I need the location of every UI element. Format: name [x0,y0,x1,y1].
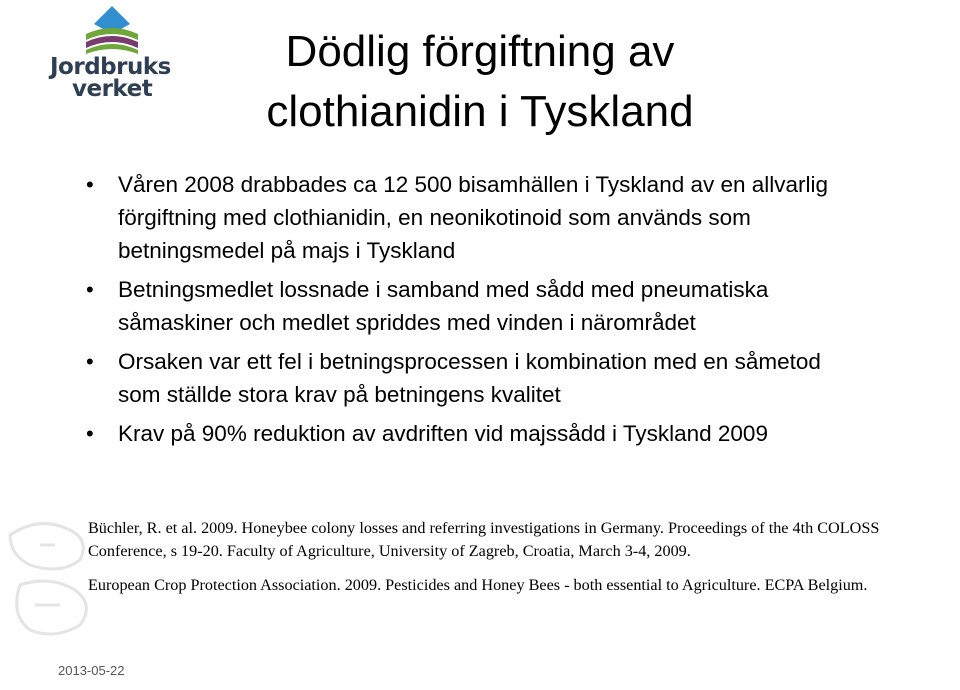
bullet-dot-icon: • [86,421,94,446]
bullet-dot-icon: • [86,277,94,302]
jordbruksverket-logo [46,4,176,104]
logo-emblem-icon [46,4,176,60]
title-line-1: Dödlig förgiftning av [285,27,675,76]
logo-line-1: Jordbruks [50,54,171,80]
bullet-text: Krav på 90% reduktion av avdriften vid majssådd i Tyskland 2009 [118,421,768,446]
bullet-text: Våren 2008 drabbades ca 12 500 bisamhällen i Tyskland av en allvarlig förgiftning med clothianidin, en neonikotinoid som används som betningsmedel på majs i Tyskland [118,172,829,263]
bullet-item [80,168,850,267]
references [88,517,888,609]
reference-item: European Crop Protection Association. 2009. Pesticides and Honey Bees - both essential to Agriculture. ECPA Belgium. [88,576,868,594]
bullet-dot-icon: • [86,349,94,374]
title-line-2: clothianidin i Tyskland [266,87,694,136]
bullet-item [80,273,850,339]
bullet-text: Betningsmedlet lossnade i samband med sådd med pneumatiska såmaskiner och medlet spriddes med vinden i närområdet [118,277,769,335]
bullet-item [80,417,850,450]
slide-date: 2013-05-22 [58,663,125,678]
bullet-dot-icon: • [86,172,94,197]
bullet-list [80,168,850,456]
slide-title [200,22,760,142]
bullet-text: Orsaken var ett fel i betningsprocessen i kombination med en såmetod som ställde stora krav på betningens kvalitet [118,349,821,407]
reference-item: Büchler, R. et al. 2009. Honeybee colony losses and referring investigations in Germany. Proceedings of the 4th COLOSS Conference, s 19-20. Faculty of Agriculture, University of Zagreb, Croatia, March 3-4, 2009. [88,519,880,560]
logo-wordmark [46,56,176,100]
bullet-item [80,345,850,411]
logo-line-2: verket [72,76,153,102]
